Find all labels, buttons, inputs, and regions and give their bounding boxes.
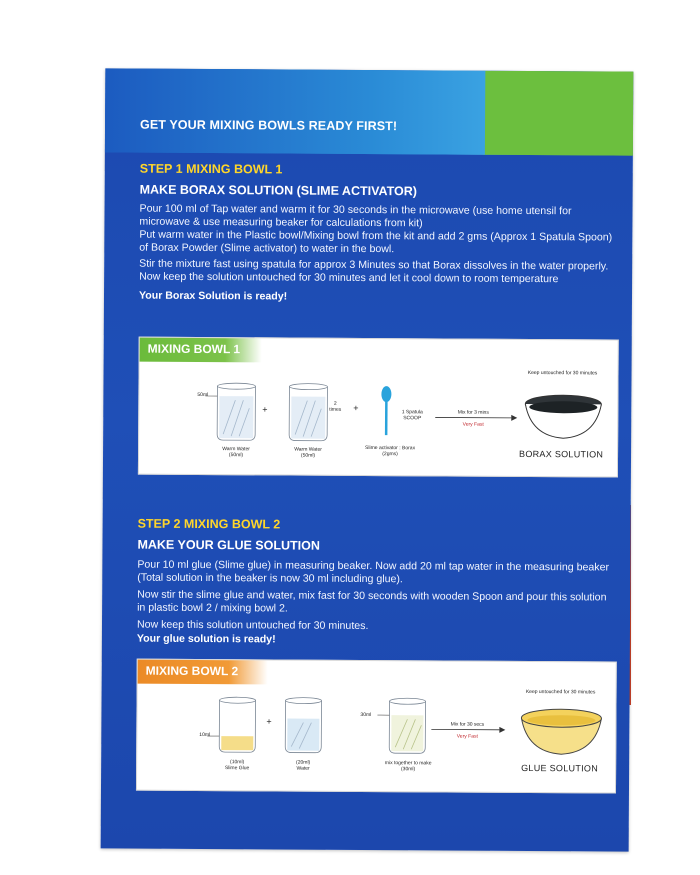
plus-sign: + bbox=[353, 402, 359, 413]
step1-paragraph: Stir the mixture fast using spatula for approx 3 Minutes so that Borax dissolves in the water properly. Now keep the solution untouched for 30 minutes and let it cool down to room temperature bbox=[139, 257, 609, 286]
step2-paragraph: Now stir the slime glue and water, mix fast for 30 seconds with wooden Spoon and pour this solution in plastic bowl 2 / mixing bowl 2. bbox=[137, 588, 607, 615]
plus-sign: + bbox=[262, 404, 268, 415]
mix-time-note: Mix for 3 mins bbox=[457, 409, 489, 416]
beaker-mark-label: 30ml bbox=[360, 711, 372, 719]
beaker-icon bbox=[219, 697, 255, 752]
water-label: (20ml) Water bbox=[296, 759, 311, 772]
beaker-mark-label: 50ml bbox=[197, 391, 209, 399]
keep-untouched-note: Keep untouched for 30 minutes bbox=[525, 688, 596, 696]
borax-solution-label: BORAX SOLUTION bbox=[519, 448, 604, 460]
step2-ready-text: Your glue solution is ready! bbox=[136, 632, 276, 646]
step2-title: STEP 2 MIXING BOWL 2 bbox=[137, 516, 281, 532]
step1-ready-text: Your Borax Solution is ready! bbox=[138, 289, 288, 303]
mixing-bowl-1-tag: MIXING BOWL 1 bbox=[140, 338, 262, 363]
warm-water-label: Warm Water (50ml) bbox=[222, 446, 250, 459]
step2-paragraph: Now keep this solution untouched for 30 minutes. bbox=[136, 618, 369, 633]
header-band bbox=[105, 68, 634, 155]
mixing-bowl-2-illustration bbox=[137, 660, 618, 795]
bowl-icon bbox=[521, 709, 601, 754]
instruction-sheet bbox=[101, 68, 634, 851]
beaker-icon bbox=[217, 383, 255, 440]
step1-subtitle: MAKE BORAX SOLUTION (SLIME ACTIVATOR) bbox=[139, 182, 417, 199]
slime-activator-label: Slime activator : Borax (2gms) bbox=[365, 444, 416, 458]
glue-solution-label: GLUE SOLUTION bbox=[521, 762, 599, 774]
step1-paragraph: Put warm water in the Plastic bowl/Mixing bowl from the kit and add 2 gms (Approx 1 Spatula Spoon) of Borax Powder (Slime activator) to water in the bowl. bbox=[139, 228, 613, 255]
mix-together-label: mix together to make (30ml) bbox=[384, 760, 432, 773]
header-title: GET YOUR MIXING BOWLS READY FIRST! bbox=[140, 117, 398, 134]
spatula-icon bbox=[381, 386, 391, 435]
spatula-scoop-label: 1 Spatula SCOOP bbox=[401, 409, 423, 422]
step1-paragraph: Pour 100 ml of Tap water and warm it for 30 seconds in the microwave (use home utensil for microwave & use measuring beaker for calculations from kit) bbox=[139, 202, 572, 229]
step1-section bbox=[139, 162, 615, 304]
mixing-bowl-1-panel bbox=[138, 337, 619, 478]
step2-subtitle: MAKE YOUR GLUE SOLUTION bbox=[137, 537, 320, 553]
beaker-mark-label: 10ml bbox=[199, 731, 211, 739]
slime-glue-label: (10ml) Slime Glue bbox=[224, 759, 250, 772]
step1-title: STEP 1 MIXING BOWL 1 bbox=[139, 161, 283, 177]
mixing-bowl-2-panel bbox=[136, 659, 617, 794]
keep-untouched-note: Keep untouched for 30 minutes bbox=[527, 369, 598, 377]
step2-paragraph: Pour 10 ml glue (Slime glue) in measuring beaker. Now add 20 ml tap water in the measuring beaker (Total solution in the beaker is now 30 ml including glue). bbox=[137, 558, 610, 585]
very-fast-note: Very Fast bbox=[462, 421, 484, 428]
times-label: 2 times bbox=[329, 400, 342, 413]
header-blue-fade bbox=[105, 68, 486, 154]
mix-time-note: Mix for 30 secs bbox=[450, 721, 485, 728]
bowl-icon bbox=[525, 395, 601, 438]
header-green-block bbox=[483, 71, 634, 156]
warm-water-label: Warm Water (50ml) bbox=[294, 446, 322, 459]
plus-sign: + bbox=[266, 716, 272, 727]
very-fast-note: Very Fast bbox=[456, 733, 478, 740]
beaker-icon bbox=[285, 698, 321, 753]
beaker-icon bbox=[289, 384, 327, 441]
mixing-bowl-2-tag: MIXING BOWL 2 bbox=[138, 660, 268, 685]
beaker-icon bbox=[389, 698, 425, 753]
step2-section bbox=[137, 517, 613, 648]
